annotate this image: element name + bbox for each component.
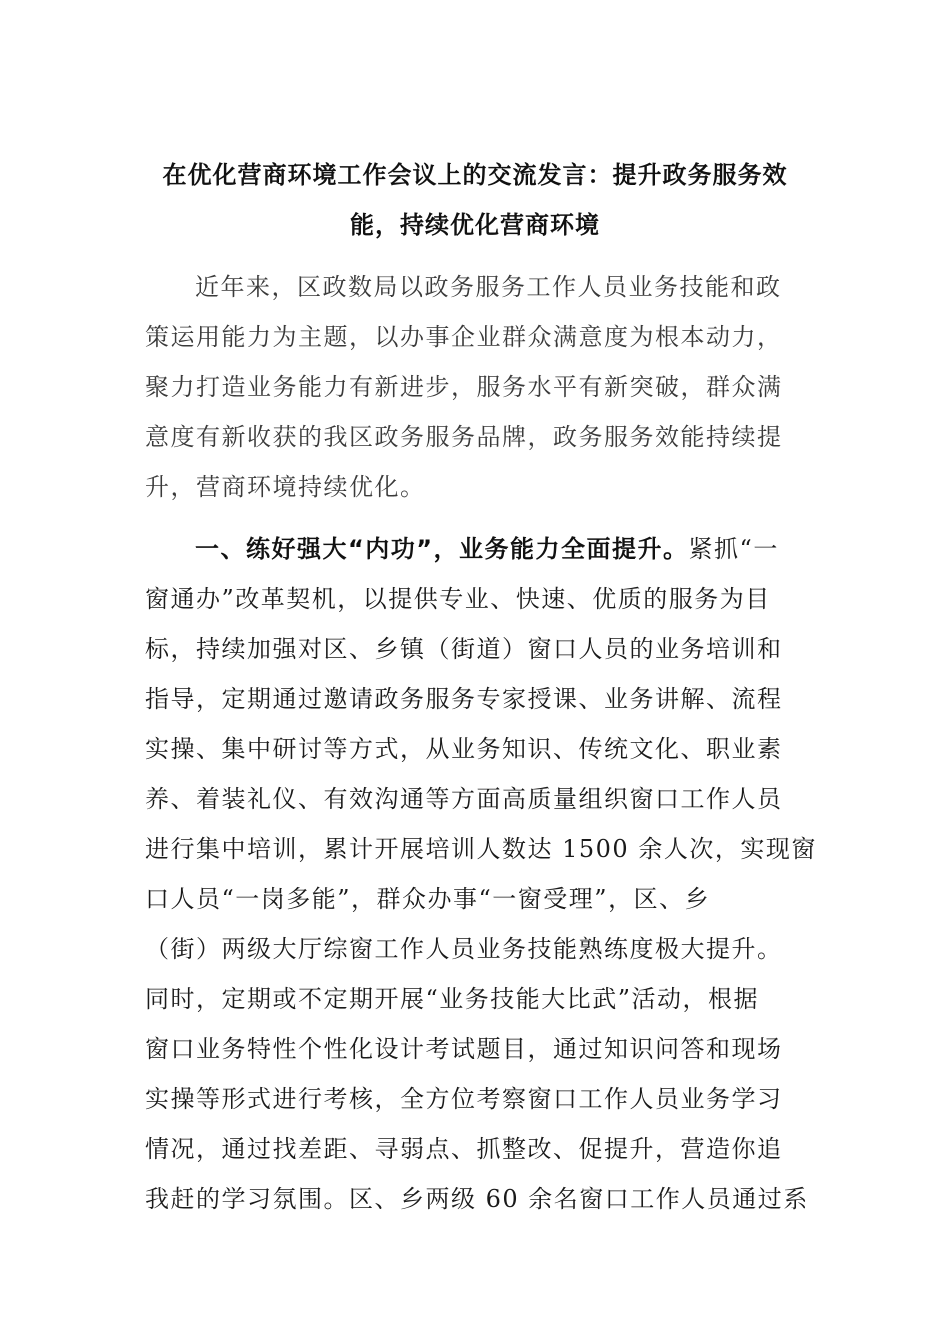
intro-line: 策运用能力为主题，以办事企业群众满意度为根本动力， xyxy=(145,323,783,351)
intro-line: 近年来，区政数局以政务服务工作人员业务技能和政 xyxy=(195,273,782,301)
section-1-line: 情况，通过找差距、寻弱点、抓整改、促提升，营造你追 xyxy=(145,1135,783,1163)
title-line-1: 在优化营商环境工作会议上的交流发言：提升政务服务效 xyxy=(162,161,788,189)
section-1-line: 口人员“一岗多能”，群众办事“一窗受理”，区、乡 xyxy=(145,885,711,913)
section-1-line: 窗通办”改革契机，以提供专业、快速、优质的服务为目 xyxy=(145,585,771,613)
section-1-line: 指导，定期通过邀请政务服务专家授课、业务讲解、流程 xyxy=(145,685,783,713)
section-1-line: 我赶的学习氛围。区、乡两级 60 余名窗口工作人员通过系 xyxy=(145,1185,809,1213)
section-1-first-line-rest: 紧抓“一 xyxy=(688,535,779,563)
section-1-first-line xyxy=(145,524,805,574)
section-1-line: 实操等形式进行考核，全方位考察窗口工作人员业务学习 xyxy=(145,1085,783,1113)
section-1-line: 实操、集中研讨等方式，从业务知识、传统文化、职业素 xyxy=(145,735,783,763)
intro-line: 聚力打造业务能力有新进步，服务水平有新突破，群众满 xyxy=(145,373,783,401)
section-1-line: 同时，定期或不定期开展“业务技能大比武”活动，根据 xyxy=(145,985,760,1013)
intro-line: 升，营商环境持续优化。 xyxy=(145,473,426,501)
section-1-line: （街）两级大厅综窗工作人员业务技能熟练度极大提升。 xyxy=(145,935,783,963)
document-title xyxy=(140,150,810,250)
title-line-2: 能，持续优化营商环境 xyxy=(350,211,600,239)
intro-paragraph xyxy=(145,262,805,512)
section-1-line: 标，持续加强对区、乡镇（街道）窗口人员的业务培训和 xyxy=(145,635,783,663)
section-1-heading: 一、练好强大“内功”，业务能力全面提升。 xyxy=(195,535,689,563)
section-1-line: 窗口业务特性个性化设计考试题目，通过知识问答和现场 xyxy=(145,1035,783,1063)
section-1-line: 进行集中培训，累计开展培训人数达 1500 余人次，实现窗 xyxy=(145,835,817,863)
section-1-paragraph xyxy=(145,524,817,1224)
intro-line: 意度有新收获的我区政务服务品牌，政务服务效能持续提 xyxy=(145,423,783,451)
section-1-line: 养、着装礼仪、有效沟通等方面高质量组织窗口工作人员 xyxy=(145,785,783,813)
